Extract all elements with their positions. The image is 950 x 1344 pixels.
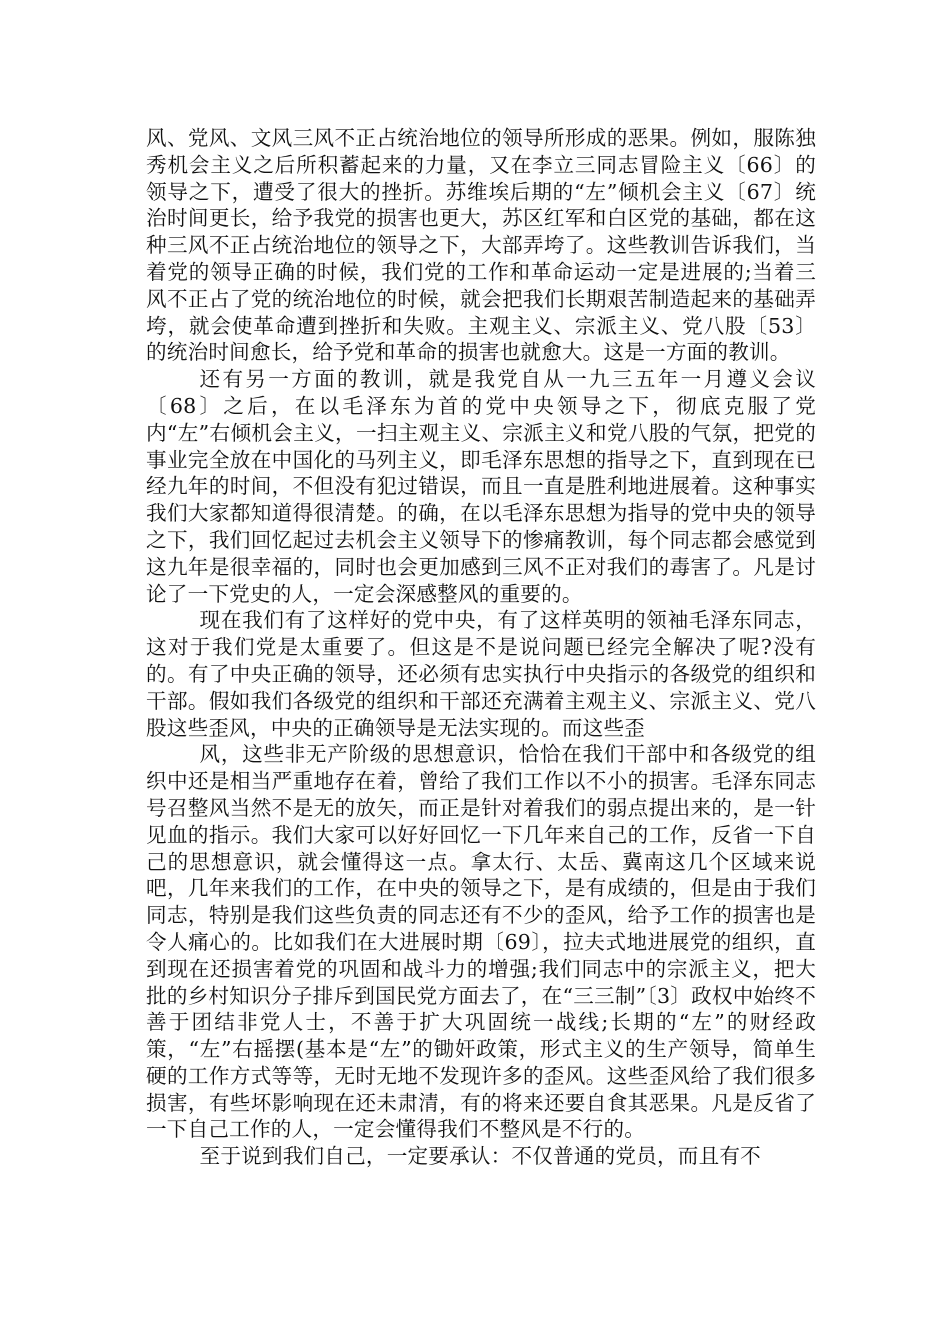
- paragraph-continued: 风、党风、文风三风不正占统治地位的领导所形成的恶果。例如，服陈独秀机会主义之后所积蓄起来的力量，又在李立三同志冒险主义〔66〕的领导之下，遭受了很大的挫折。苏维埃后期的“左”倾机会主义〔67〕统治时间更长，给予我党的损害也更大，苏区红军和白区党的基础，都在这种三风不正占统治地位的领导之下，大部弄垮了。这些教训告诉我们，当着党的领导正确的时候，我们党的工作和革命运动一定是进展的;当着三风不正占了党的统治地位的时候，就会把我们长期艰苦制造起来的基础弄垮，就会使革命遭到挫折和失败。主观主义、宗派主义、党八股〔53〕的统治时间愈长，给予党和革命的损害也就愈大。这是一方面的教训。: [146, 126, 816, 365]
- paragraph: 现在我们有了这样好的党中央，有了这样英明的领袖毛泽东同志，这对于我们党是太重要了。但这是不是说问题已经完全解决了呢?没有的。有了中央正确的领导，还必须有忠实执行中央指示的各级党的组织和干部。假如我们各级党的组织和干部还充满着主观主义、宗派主义、党八股这些歪风，中央的正确领导是无法实现的。而这些歪: [146, 608, 816, 740]
- paragraph: 还有另一方面的教训，就是我党自从一九三五年一月遵义会议〔68〕之后，在以毛泽东为首的党中央领导之下，彻底克服了党内“左”右倾机会主义，一扫主观主义、宗派主义和党八股的气氛，把党的事业完全放在中国化的马列主义，即毛泽东思想的指导之下，直到现在已经九年的时间，不但没有犯过错误，而且一直是胜利地进展着。这种事实我们大家都知道得很清楚。的确，在以毛泽东思想为指导的党中央的领导之下，我们回忆起过去机会主义领导下的惨痛教训，每个同志都会感觉到这九年是很幸福的，同时也会更加感到三风不正对我们的毒害了。凡是讨论了一下党史的人，一定会深感整风的重要的。: [146, 367, 816, 606]
- document-body: [146, 125, 816, 1170]
- paragraph: 至于说到我们自己，一定要承认：不仅普通的党员，而且有不: [199, 1144, 761, 1169]
- paragraph: 风，这些非无产阶级的思想意识，恰恰在我们干部中和各级党的组织中还是相当严重地存在着，曾给了我们工作以不小的损害。毛泽东同志号召整风当然不是无的放矢，而正是针对着我们的弱点提出来的，是一针见血的指示。我们大家可以好好回忆一下几年来自己的工作，反省一下自己的思想意识，就会懂得这一点。拿太行、太岳、冀南这几个区域来说吧，几年来我们的工作，在中央的领导之下，是有成绩的，但是由于我们同志，特别是我们这些负责的同志还有不少的歪风，给予工作的损害也是令人痛心的。比如我们在大进展时期〔69〕，拉夫式地进展党的组织，直到现在还损害着党的巩固和战斗力的增强;我们同志中的宗派主义，把大批的乡村知识分子排斥到国民党方面去了，在“三三制”〔3〕政权中始终不善于团结非党人士，不善于扩大巩固统一战线;长期的“左”的财经政策，“左”右摇摆(基本是“左”的锄奸政策，形式主义的生产领导，简单生硬的工作方式等等，无时无地不发现许多的歪风。这些歪风给了我们很多损害，有些坏影响现在还未肃清，有的将来还要自食其恶果。凡是反省了一下自己工作的人，一定会懂得我们不整风是不行的。: [146, 742, 816, 1142]
